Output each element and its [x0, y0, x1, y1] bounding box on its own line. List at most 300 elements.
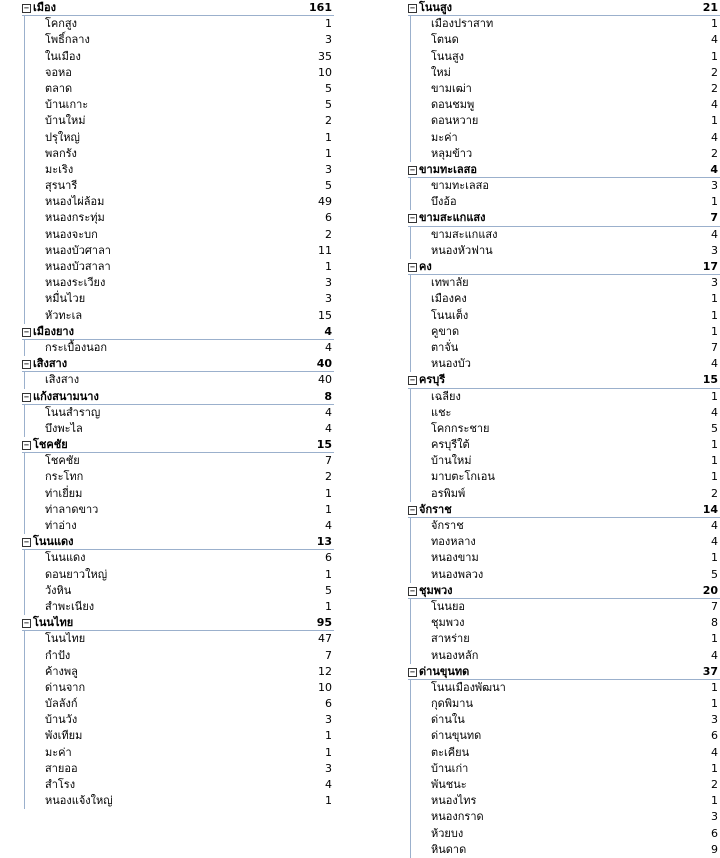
item-row [24, 97, 334, 113]
item-row [410, 599, 720, 615]
item-row [410, 16, 720, 32]
item-row [410, 65, 720, 81]
item-name: มะค่า [431, 130, 458, 144]
item-value: 47 [318, 632, 332, 646]
item-row [24, 405, 334, 421]
item-value: 40 [318, 373, 332, 387]
item-row [24, 291, 334, 307]
item-name: สำพะเนียง [45, 599, 95, 613]
item-value: 6 [325, 551, 332, 565]
item-name: บ้านเกาะ [45, 98, 89, 112]
item-row [24, 696, 334, 712]
group-label [22, 437, 68, 453]
item-name: ตาจั่น [431, 340, 459, 354]
item-name: พังเทียม [45, 729, 83, 743]
item-name: โคกกระชาย [431, 421, 490, 435]
item-name: บ้านใหม่ [45, 114, 86, 128]
item-name: โนนสูง [431, 49, 465, 63]
collapse-toggle-icon[interactable]: − [23, 4, 30, 12]
item-name: สายออ [45, 761, 78, 775]
item-row [24, 728, 334, 744]
group-total: 20 [702, 583, 718, 597]
item-value: 7 [325, 648, 332, 662]
group-row[interactable] [408, 259, 720, 275]
item-value: 2 [325, 470, 332, 484]
item-name: ท่าอ่าง [45, 519, 77, 532]
item-value: 1 [325, 146, 332, 160]
collapse-toggle-icon[interactable]: − [23, 619, 30, 628]
item-value: 1 [711, 49, 718, 63]
group-total: 95 [316, 616, 332, 630]
item-name: หนองจะบก [45, 227, 98, 241]
group-label [22, 534, 74, 550]
item-value: 2 [325, 114, 332, 128]
collapse-toggle-icon[interactable]: − [23, 441, 30, 450]
item-value: 6 [325, 211, 332, 225]
group-label [408, 210, 486, 226]
item-value: 3 [711, 179, 718, 193]
item-row [24, 146, 334, 162]
group-label [408, 502, 452, 518]
group-row[interactable] [22, 324, 334, 340]
item-name: หลุมข้าว [431, 146, 473, 160]
item-value: 4 [711, 130, 718, 144]
item-value: 1 [711, 308, 718, 322]
item-value: 7 [711, 599, 718, 613]
item-value: 4 [325, 340, 332, 354]
item-value: 1 [711, 389, 718, 403]
group-total: 4 [710, 162, 718, 176]
item-value: 5 [711, 421, 718, 435]
item-value: 4 [711, 33, 718, 47]
item-row [410, 389, 720, 405]
item-value: 3 [325, 162, 332, 176]
group-name: ชุมพวง [419, 583, 453, 597]
item-value: 1 [711, 680, 718, 694]
item-row [410, 777, 720, 793]
group-label [22, 324, 74, 340]
item-value: 4 [711, 519, 718, 532]
group-row[interactable] [22, 356, 334, 372]
group-label [408, 259, 432, 275]
item-value: 2 [711, 486, 718, 500]
item-value: 1 [325, 794, 332, 808]
item-value: 3 [711, 243, 718, 257]
item-name: หมื่นไวย [45, 292, 86, 306]
group-name: เมืองยาง [33, 324, 74, 338]
group-row[interactable] [408, 502, 720, 518]
item-name: เมืองปราสาท [431, 17, 494, 31]
item-name: โคกสูง [45, 17, 78, 31]
item-name: โนนแดง [45, 551, 86, 565]
item-name: จอหอ [45, 65, 72, 79]
item-row [24, 113, 334, 129]
item-value: 2 [711, 146, 718, 160]
item-value: 4 [325, 519, 332, 532]
item-row [410, 809, 720, 825]
group-total: 15 [316, 438, 332, 452]
item-row [410, 308, 720, 324]
item-row [24, 486, 334, 502]
item-row [410, 275, 720, 291]
item-value: 15 [318, 308, 332, 322]
collapse-toggle-icon[interactable]: − [409, 505, 416, 514]
item-row [410, 227, 720, 243]
item-row [24, 793, 334, 809]
item-row [24, 777, 334, 793]
item-row [410, 793, 720, 809]
item-name: หนองระเวียง [45, 276, 106, 290]
item-row [24, 421, 334, 437]
item-value: 1 [325, 130, 332, 144]
group-name: โนนไทย [33, 616, 74, 630]
item-row [24, 227, 334, 243]
group-row[interactable] [22, 437, 334, 453]
item-value: 4 [711, 405, 718, 419]
item-value: 1 [711, 324, 718, 338]
item-value: 4 [711, 98, 718, 112]
item-value: 1 [711, 761, 718, 775]
item-row [410, 49, 720, 65]
item-value: 1 [711, 114, 718, 128]
item-name: ด่านจาก [45, 680, 86, 694]
item-value: 3 [711, 810, 718, 824]
group-name: ขามทะเลสอ [419, 162, 477, 176]
item-row [410, 97, 720, 113]
item-row [24, 583, 334, 599]
item-name: แชะ [431, 405, 452, 419]
item-name: มาบตะโกเอน [431, 470, 495, 484]
group-total: 37 [702, 664, 718, 678]
item-row [410, 615, 720, 631]
item-row [410, 550, 720, 566]
group-label [408, 0, 452, 16]
item-row [410, 761, 720, 777]
item-row [410, 421, 720, 437]
item-name: คูขาด [431, 324, 460, 338]
item-name: หนองหลัก [431, 648, 479, 662]
item-row [24, 469, 334, 485]
item-value: 11 [318, 243, 332, 257]
item-name: โตนด [431, 33, 459, 47]
group-name: จักราช [419, 502, 452, 516]
item-row [24, 664, 334, 680]
item-value: 4 [325, 421, 332, 435]
item-value: 1 [711, 697, 718, 711]
item-row [410, 696, 720, 712]
group-label [408, 583, 453, 599]
item-name: โนนเต็ง [431, 308, 469, 322]
item-name: กำปัง [45, 648, 71, 662]
item-name: ในเมือง [45, 49, 81, 63]
item-name: ท่าลาดขาว [45, 502, 99, 516]
item-name: ด่านขุนทด [431, 729, 482, 743]
collapse-toggle-icon[interactable]: − [409, 586, 416, 595]
item-value: 4 [711, 535, 718, 549]
item-name: ขามทะเลสอ [431, 179, 489, 193]
group-row[interactable] [408, 0, 720, 16]
item-name: วังหิน [45, 583, 72, 597]
group-row[interactable] [22, 389, 334, 405]
item-row [410, 680, 720, 696]
item-name: หนองไผ่ล้อม [45, 195, 105, 209]
item-row [24, 567, 334, 583]
collapse-toggle-icon[interactable]: − [409, 214, 416, 223]
group-total: 4 [324, 324, 332, 338]
item-name: หนองหัวฟาน [431, 243, 493, 257]
group-row[interactable] [22, 615, 334, 631]
item-name: กระโทก [45, 470, 84, 484]
group-row[interactable] [22, 0, 334, 16]
item-name: บ้านวัง [45, 713, 78, 727]
item-row [410, 486, 720, 502]
item-name: หินดาด [431, 842, 467, 856]
item-row [24, 32, 334, 48]
item-value: 3 [325, 292, 332, 306]
item-row [410, 178, 720, 194]
pivot-column-right [408, 0, 720, 858]
item-row [24, 49, 334, 65]
item-value: 1 [325, 729, 332, 743]
item-row [410, 842, 720, 858]
item-value: 7 [711, 340, 718, 354]
item-value: 1 [325, 599, 332, 613]
item-value: 1 [711, 195, 718, 209]
item-value: 5 [325, 81, 332, 95]
item-value: 1 [325, 745, 332, 759]
group-total: 17 [702, 260, 718, 273]
item-name: พันชนะ [431, 778, 467, 791]
item-name: บ้านเก่า [431, 761, 469, 775]
item-name: โนนยอ [431, 599, 465, 613]
item-name: เทพาลัย [431, 276, 469, 290]
item-value: 1 [325, 567, 332, 581]
item-row [410, 728, 720, 744]
group-row[interactable] [22, 534, 334, 550]
group-name: แก้งสนามนาง [33, 389, 99, 403]
collapse-toggle-icon[interactable]: − [23, 327, 30, 336]
item-row [24, 453, 334, 469]
item-row [410, 631, 720, 647]
item-name: หนองแจ้งใหญ่ [45, 794, 113, 808]
collapse-toggle-icon[interactable]: − [409, 263, 416, 271]
group-label [22, 0, 56, 16]
item-row [24, 16, 334, 32]
item-name: บึงพะไล [45, 421, 83, 435]
group-name: โนนแดง [33, 535, 74, 549]
item-name: ขามสะแกแสง [431, 227, 498, 241]
item-name: บ้านใหม่ [431, 454, 472, 468]
group-label [408, 162, 477, 178]
item-row [410, 453, 720, 469]
group-total: 14 [702, 502, 718, 516]
item-name: หนองบัว [431, 357, 471, 371]
item-value: 1 [711, 292, 718, 306]
collapse-toggle-icon[interactable]: − [23, 392, 30, 401]
item-value: 5 [325, 179, 332, 193]
item-name: หนองขาม [431, 551, 479, 565]
group-name: คง [419, 260, 432, 273]
item-row [24, 275, 334, 291]
item-row [24, 648, 334, 664]
item-row [24, 518, 334, 534]
group-total: 15 [702, 373, 718, 387]
item-row [410, 405, 720, 421]
item-value: 3 [325, 276, 332, 290]
item-name: เฉลียง [431, 389, 461, 403]
item-value: 4 [711, 745, 718, 759]
group-row[interactable] [408, 583, 720, 599]
item-row [24, 712, 334, 728]
item-row [410, 826, 720, 842]
item-value: 5 [325, 583, 332, 597]
item-value: 1 [325, 260, 332, 273]
item-name: มะเริง [45, 162, 74, 176]
item-row [410, 194, 720, 210]
group-total: 7 [710, 211, 718, 225]
group-total: 21 [702, 1, 718, 14]
item-name: โพธิ์กลาง [45, 33, 90, 47]
item-value: 7 [325, 454, 332, 468]
item-value: 1 [711, 470, 718, 484]
item-value: 10 [318, 65, 332, 79]
item-name: สำโรง [45, 778, 76, 791]
item-row [24, 210, 334, 226]
item-row [410, 130, 720, 146]
item-value: 1 [325, 502, 332, 516]
item-row [410, 146, 720, 162]
item-name: เสิงสาง [45, 373, 80, 387]
item-name: โชคชัย [45, 454, 80, 468]
item-name: ดอนหวาย [431, 114, 479, 128]
collapse-toggle-icon[interactable]: − [23, 538, 30, 547]
item-row [24, 340, 334, 356]
item-name: หัวทะเล [45, 308, 83, 322]
group-row[interactable] [408, 210, 720, 226]
item-name: หนองบัวสาลา [45, 260, 111, 273]
item-value: 3 [711, 713, 718, 727]
item-value: 1 [711, 438, 718, 452]
item-row [24, 194, 334, 210]
collapse-toggle-icon[interactable]: − [409, 165, 416, 174]
item-row [24, 550, 334, 566]
item-name: ครบุรีใต้ [431, 438, 470, 452]
item-row [24, 631, 334, 647]
item-row [410, 324, 720, 340]
item-row [410, 469, 720, 485]
item-row [24, 65, 334, 81]
item-value: 3 [325, 33, 332, 47]
item-row [410, 648, 720, 664]
group-label [22, 615, 73, 631]
group-total: 40 [316, 357, 332, 371]
item-value: 1 [325, 486, 332, 500]
item-value: 2 [325, 227, 332, 241]
item-name: หนองกระทุ่ม [45, 211, 105, 225]
collapse-toggle-icon[interactable]: − [409, 4, 416, 12]
group-row[interactable] [408, 664, 720, 680]
item-value: 3 [325, 761, 332, 775]
item-name: หนองพลวง [431, 567, 484, 581]
collapse-toggle-icon[interactable]: − [23, 360, 30, 369]
item-name: โนนไทย [45, 632, 86, 646]
item-value: 2 [711, 778, 718, 791]
item-name: โนนสำราญ [45, 405, 101, 419]
item-name: หนองกราด [431, 810, 484, 824]
group-row[interactable] [408, 162, 720, 178]
item-name: มะค่า [45, 745, 72, 759]
item-value: 1 [711, 632, 718, 646]
item-name: บัลลังก์ [45, 697, 78, 711]
group-label [22, 356, 67, 372]
item-name: ท่าเยี่ยม [45, 486, 83, 500]
item-name: ดอนชมพู [431, 98, 475, 112]
group-name: ครบุรี [419, 373, 446, 387]
item-value: 1 [711, 551, 718, 565]
item-row [24, 308, 334, 324]
item-name: อรพิมพ์ [431, 486, 466, 500]
item-name: กุดพิมาน [431, 697, 474, 711]
item-value: 6 [325, 697, 332, 711]
item-row [24, 680, 334, 696]
item-name: บึงอ้อ [431, 195, 457, 209]
item-value: 49 [318, 195, 332, 209]
item-name: จักราช [431, 519, 464, 532]
item-name: สาหร่าย [431, 632, 470, 646]
item-value: 4 [325, 405, 332, 419]
item-value: 3 [325, 713, 332, 727]
item-name: ขามเฒ่า [431, 81, 472, 95]
item-row [24, 130, 334, 146]
item-value: 8 [711, 616, 718, 630]
collapse-toggle-icon[interactable]: − [409, 376, 416, 385]
item-name: หนองบัวศาลา [45, 243, 111, 257]
group-label [408, 664, 469, 680]
item-row [410, 745, 720, 761]
item-value: 5 [325, 98, 332, 112]
group-label [408, 372, 445, 388]
item-value: 10 [318, 680, 332, 694]
item-row [410, 32, 720, 48]
group-label [22, 389, 99, 405]
item-name: ทองหลาง [431, 535, 476, 549]
item-row [410, 243, 720, 259]
item-row [410, 340, 720, 356]
item-value: 4 [711, 227, 718, 241]
item-value: 1 [711, 17, 718, 31]
item-value: 12 [318, 664, 332, 678]
item-value: 4 [325, 778, 332, 791]
item-row [410, 437, 720, 453]
collapse-toggle-icon[interactable]: − [409, 667, 416, 676]
item-name: ค้างพลู [45, 664, 78, 678]
item-name: ชุมพวง [431, 616, 465, 630]
item-row [24, 81, 334, 97]
item-row [24, 745, 334, 761]
item-value: 2 [711, 65, 718, 79]
group-name: เสิงสาง [33, 357, 68, 371]
item-value: 1 [711, 454, 718, 468]
item-value: 4 [711, 648, 718, 662]
item-name: หนองไทร [431, 794, 477, 808]
item-value: 4 [711, 357, 718, 371]
item-name: ดอนยาวใหญ่ [45, 567, 108, 581]
item-name: ด่านใน [431, 713, 465, 727]
item-row [410, 113, 720, 129]
group-name: โชคชัย [33, 438, 68, 452]
item-value: 6 [711, 826, 718, 840]
group-row[interactable] [408, 372, 720, 388]
